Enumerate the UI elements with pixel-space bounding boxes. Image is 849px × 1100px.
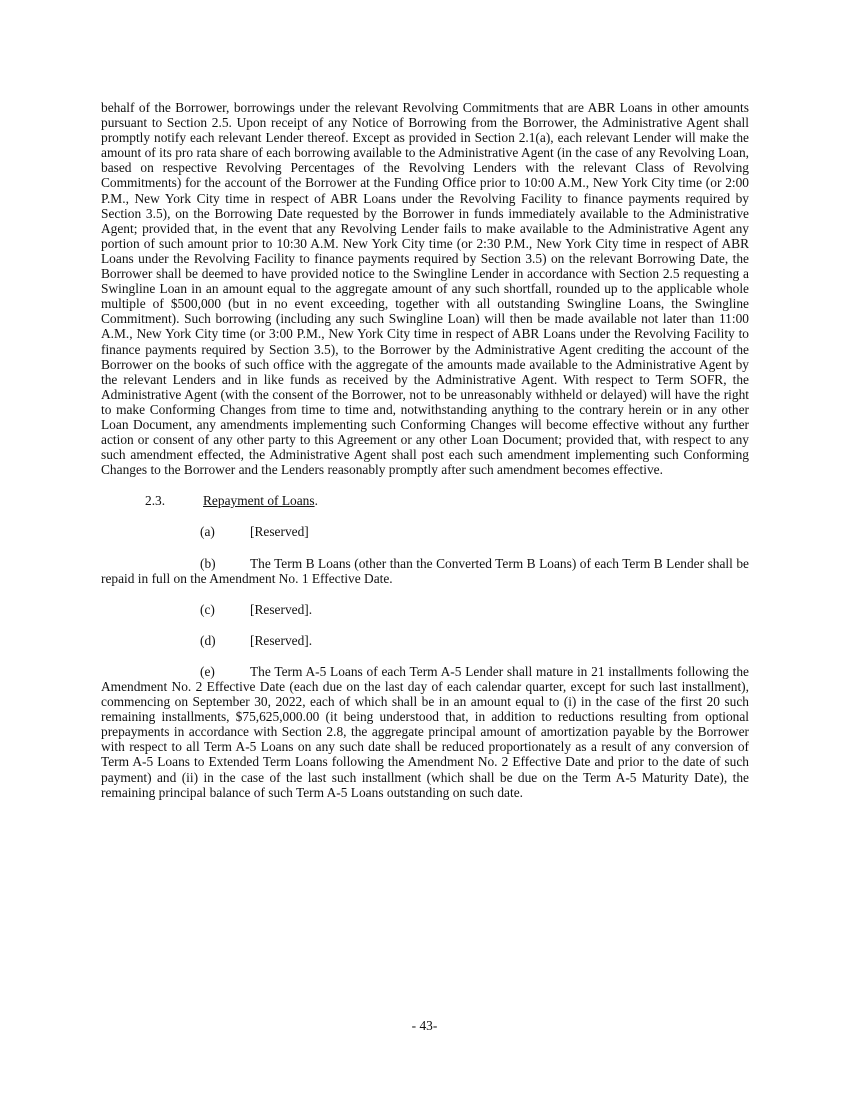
section-heading xyxy=(101,493,749,508)
section-number: 2.3. xyxy=(145,493,166,509)
continuation-paragraph: behalf of the Borrower, borrowings under the relevant Revolving Commitments that are ABR Loans in other amounts pursuant to Section 2.5. Upon receipt of any Notice of Borrowing from the Borrower, the Administrative Agent shall promptly notify each relevant Lender thereof. Except as provided in Section 2.1(a), each relevant Lender will make the amount of its pro rata share of each borrowing available to the Administrative Agent (in the case of any Revolving Loan, based on respective Revolving Percentages of the Revolving Lenders with the relevant Class of Revolving Commitments) for the account of the Borrower at the Funding Office prior to 10:00 A.M., New York City time (or 2:00 P.M., New York City time in respect of ABR Loans under the Revolving Facility to finance payments required by Section 3.5), on the Borrowing Date requested by the Borrower in funds immediately available to the Administrative Agent; provided that, in the event that any Revolving Lender fails to make available to the Administrative Agent any portion of such amount prior to 10:30 A.M. New York City time (or 2:30 P.M., New York City time in respect of ABR Loans under the Revolving Facility to finance payments required by Section 3.5) on the relevant Borrowing Date, the Borrower shall be deemed to have provided notice to the Swingline Lender in accordance with Section 2.5 requesting a Swingline Loan in an amount equal to the aggregate amount of any such shortfall, rounded up to the applicable whole multiple of $500,000 (but in no event exceeding, together with all outstanding Swingline Loans, the Swingline Commitment). Such borrowing (including any such Swingline Loan) will then be made available not later than 11:00 A.M., New York City time (or 3:00 P.M., New York City time in respect of ABR Loans under the Revolving Facility to finance payments required by Section 3.5), to the Borrower by the Administrative Agent crediting the account of the Borrower on the books of such office with the aggregate of the amounts made available to the Administrative Agent by the relevant Lenders and in like funds as received by the Administrative Agent. With respect to Term SOFR, the Administrative Agent (with the consent of the Borrower, not to be unreasonably withheld or delayed) will have the right to make Conforming Changes from time to time and, notwithstanding anything to the contrary herein or in any other Loan Document, any amendments implementing such Conforming Changes will become effective without any further action or consent of any other party to this Agreement or any other Loan Document; provided that, with respect to any such amendment effected, the Administrative Agent shall post each such amendment implementing such Conforming Changes to the Borrower and the Lenders reasonably promptly after such amendment becomes effective. xyxy=(101,100,749,478)
clause-text: The Term A-5 Loans of each Term A-5 Lender shall mature in 21 installments following the Amendment No. 2 Effective Date (each due on the last day of each calendar quarter, except for such last installment), commencing on September 30, 2022, each of which shall be in an amount equal to (i) in the case of the first 20 such remaining installments, $75,625,000.00 (it being understood that, in addition to reductions resulting from optional prepayments in accordance with Section 2.8, the aggregate principal amount of amortization payable by the Borrower with respect to all Term A-5 Loans on any such date shall be reduced proportionately as a result of any conversion of Term A-5 Loans to Extended Term Loans following the Amendment No. 2 Effective Date and prior to the date of such payment) and (ii) in the case of the last such installment (which shall be due on the Term A-5 Maturity Date), the remaining principal balance of such Term A-5 Loans outstanding on such date. xyxy=(101,663,749,800)
section-title-suffix: . xyxy=(314,493,318,509)
clause-d xyxy=(101,633,749,648)
clause-a xyxy=(101,524,749,539)
clause-text: [Reserved]. xyxy=(250,601,313,617)
clause-text: [Reserved]. xyxy=(250,632,313,648)
clause-e xyxy=(101,664,749,800)
section-title-wrap xyxy=(203,493,318,508)
clause-label: (c) xyxy=(200,601,215,617)
clause-label: (a) xyxy=(200,524,215,540)
page-number: - 43- xyxy=(411,1018,438,1033)
clause-label: (b) xyxy=(200,555,216,571)
clause-c xyxy=(101,602,749,617)
section-title: Repayment of Loans xyxy=(203,493,315,509)
document-page xyxy=(101,100,749,800)
clause-label: (e) xyxy=(200,663,215,679)
clause-label: (d) xyxy=(200,632,216,648)
clause-b xyxy=(101,556,749,586)
clause-text: [Reserved] xyxy=(250,524,309,540)
clause-text: The Term B Loans (other than the Converted Term B Loans) of each Term B Lender shall be repaid in full on the Amendment No. 1 Effective Date. xyxy=(101,555,749,586)
